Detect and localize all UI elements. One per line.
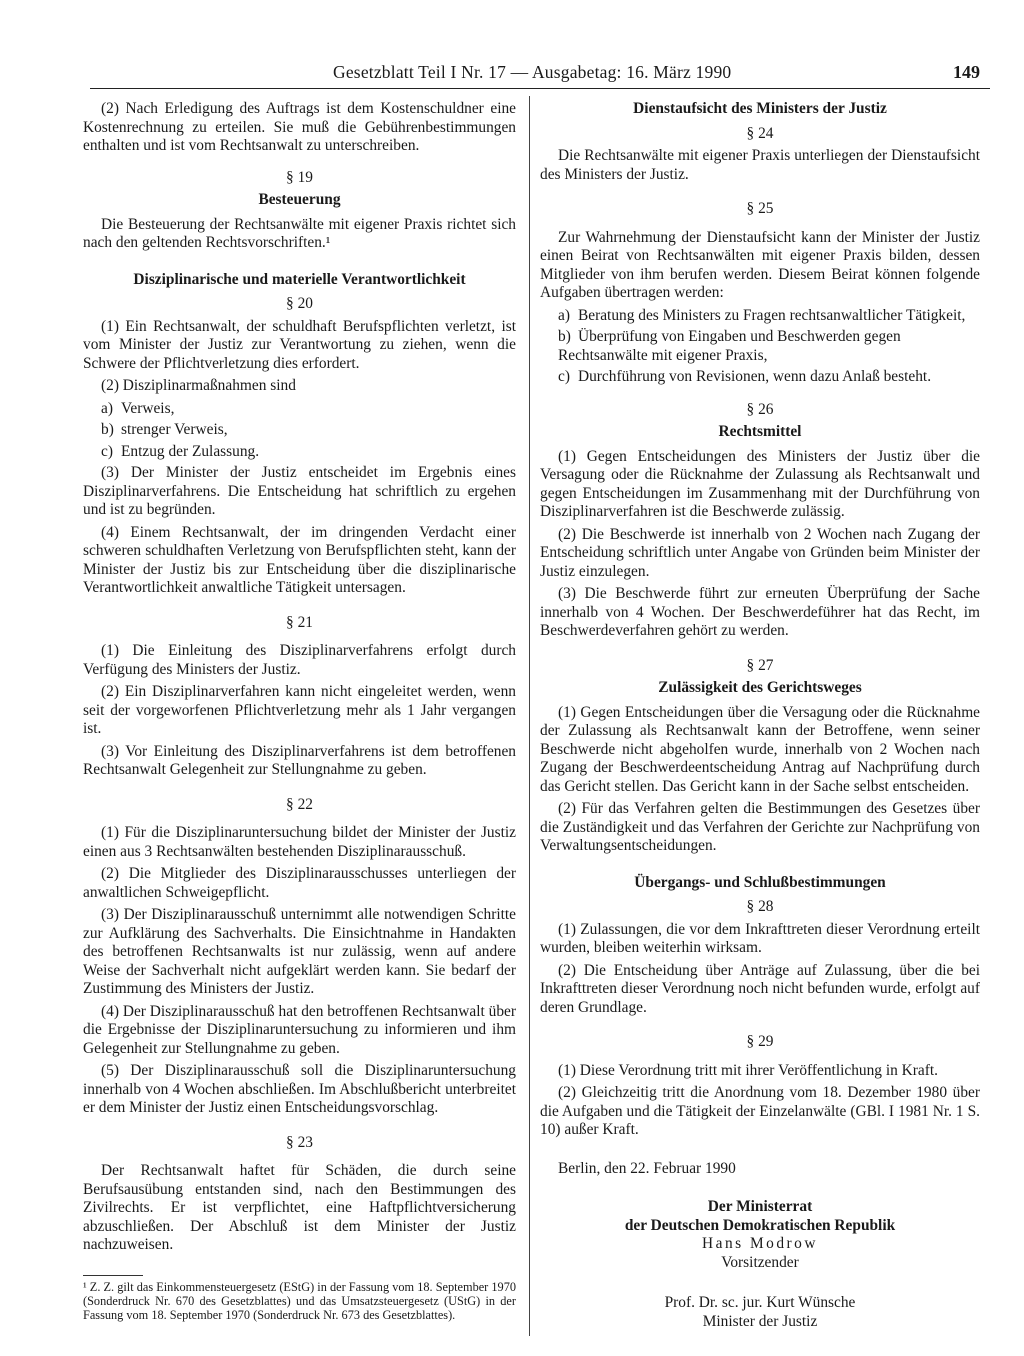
list-item: b) strenger Verweis,	[101, 421, 228, 438]
section-21-paragraph-2: (2) Ein Disziplinarverfahren kann nicht eingeleitet werden, wenn seit der vorgeworfenen Pflichtverletzung mehr als 1 Jahr vergangen ist.	[83, 683, 516, 737]
section-20-paragraph-2: (2) Disziplinarmaßnahmen sind	[101, 377, 296, 394]
section-25-text: Zur Wahrnehmung der Dienstaufsicht kann der Minister der Justiz einen Beirat von Rechtsanwälten mit eigener Praxis bilden, dessen Mitglieder von ihm berufen werden. Diesem Beirat können folgende Aufgaben übertragen werden:	[540, 228, 980, 301]
list-item: a) Verweis,	[101, 399, 175, 417]
list-item: c) Durchführung von Revisionen, wenn dazu Anlaß besteht.	[558, 368, 932, 385]
running-title: Gesetzblatt Teil I Nr. 17 — Ausgabetag: 16. März 1990	[333, 62, 732, 82]
section-23-text: Der Rechtsanwalt haftet für Schäden, die durch seine Berufsausübung entstanden sind, nach den Bestimmungen des Zivilrechts. Er ist verpflichtet, eine Haftpflichtversicherung abzuschließen. Der Abschluß ist dem Minister der Justiz nachzuweisen.	[83, 1162, 516, 1253]
supervision-title: Dienstaufsicht des Ministers der Justiz	[633, 100, 887, 117]
section-28-paragraph-1: (1) Zulassungen, die vor dem Inkrafttreten dieser Verordnung erteilt wurden, bleiben weiterhin wirksam.	[540, 920, 980, 956]
section-29-paragraph-1: (1) Diese Verordnung tritt mit ihrer Veröffentlichung in Kraft.	[558, 1061, 938, 1079]
section-27-paragraph-2: (2) Für das Verfahren gelten die Bestimmungen des Gesetzes über die Zuständigkeit und das Verfahren der Gerichte zur Nachprüfung von Verwaltungsentscheidungen.	[540, 800, 980, 854]
section-19-title: Besteuerung	[258, 191, 341, 208]
section-22-paragraph-2: (2) Die Mitglieder des Disziplinarausschusses unterliegen der anwaltlichen Schweigepflicht.	[83, 865, 516, 901]
section-21-number: § 21	[286, 613, 313, 631]
section-19-number: § 19	[286, 168, 313, 186]
section-25-number: § 25	[746, 200, 774, 217]
section-22-paragraph-5: (5) Der Disziplinarausschuß soll die Disziplinaruntersuchung innerhalb von 4 Wochen abschließen. Im Abschlußbericht unterbreitet er dem Minister der Justiz einen Entscheidungsvorschlag.	[83, 1062, 516, 1116]
section-22-paragraph-1: (1) Für die Disziplinaruntersuchung bildet der Minister der Justiz einen aus 3 Rechtsanwälten bestehenden Disziplinarausschuß.	[83, 824, 516, 860]
place-date: Berlin, den 22. Februar 1990	[558, 1159, 736, 1177]
section-20-paragraph-3: (3) Der Minister der Justiz entscheidet im Ergebnis eines Disziplinarverfahrens. Die Entscheidung hat schriftlich zu ergehen und ist zu begründen.	[83, 464, 516, 518]
section-27-number: § 27	[746, 656, 774, 674]
list-item: b) Überprüfung von Eingaben und Beschwerden gegen Rechtsanwälte mit eigener Praxis,	[558, 328, 901, 364]
section-24-text: Die Rechtsanwälte mit eigener Praxis unterliegen der Dienstaufsicht des Ministers der Justiz.	[540, 147, 980, 183]
signatory-1-role: Vorsitzender	[721, 1253, 799, 1271]
section-22-paragraph-4: (4) Der Disziplinarausschuß hat den betroffenen Rechtsanwalt über die Ergebnisse der Disziplinaruntersuchung zu informieren und ihm Gelegenheit zur Stellungnahme zu geben.	[83, 1002, 516, 1057]
right-column	[540, 100, 980, 1331]
section-27-title: Zulässigkeit des Gerichtsweges	[658, 679, 862, 696]
section-26-paragraph-1: (1) Gegen Entscheidungen des Ministers der Justiz über die Versagung oder die Rücknahme der Zulassung als Rechtsanwalt und gegen Entscheidungen im Zusammenhang mit der Durchführung von Disziplinarverfahren ist die Beschwerde zulässig.	[540, 447, 980, 520]
signatory-2-name: Prof. Dr. sc. jur. Kurt Wünsche	[664, 1294, 856, 1311]
section-26-paragraph-2: (2) Die Beschwerde ist innerhalb von 2 Wochen nach Zugang der Entscheidung schriftlich unter Angabe von Gründen beim Minister der Justiz einzulegen.	[540, 525, 980, 580]
section-20-paragraph-1: (1) Ein Rechtsanwalt, der schuldhaft Berufspflichten verletzt, ist vom Minister der Justiz zur Verantwortung zu ziehen, wenn die Schwere der Pflichtverletzung dies erfordert.	[83, 317, 516, 372]
section-26-number: § 26	[746, 400, 774, 418]
section-21-paragraph-1: (1) Die Einleitung des Disziplinarverfahrens erfolgt durch Verfügung des Ministers der Justiz.	[83, 642, 516, 678]
section-29-paragraph-2: (2) Gleichzeitig tritt die Anordnung vom 18. Dezember 1980 über die Aufgaben und die Tätigkeit der Einzelanwälte (GBl. I 1981 Nr. 1 S. 10) außer Kraft.	[540, 1084, 980, 1138]
section-22-paragraph-3: (3) Der Disziplinarausschuß unternimmt alle notwendigen Schritte zur Aufklärung des Sachverhalts. Die Einsichtnahme in Handakten des betroffenen Rechtsanwalts ist nur zulässig, wenn auf andere Weise der Sachverhalt nicht aufgeklärt werden kann. Sie bedarf der Zustimmung des Ministers der Justiz.	[83, 906, 516, 997]
list-item: a) Beratung des Ministers zu Fragen rechtsanwaltlicher Tätigkeit,	[558, 306, 966, 324]
signatory-2-role: Minister der Justiz	[702, 1312, 818, 1330]
signatory-1-name: Hans Modrow	[702, 1235, 818, 1252]
section-20-paragraph-4: (4) Einem Rechtsanwalt, der im dringenden Verdacht einer schweren schuldhaften Verletzung von Berufspflichten steht, kann der Minister der Justiz bis zur Entscheidung über die disziplinarische Verantwortlichkeit anwaltliche Tätigkeit untersagen.	[83, 523, 516, 596]
section-28-paragraph-2: (2) Die Entscheidung über Anträge auf Zulassung, über die bei Inkrafttreten dieser Verordnung noch nicht befunden wurde, erfolgt auf deren Grundlage.	[540, 961, 980, 1016]
section-26-title: Rechtsmittel	[718, 423, 802, 440]
section-19-text: Die Besteuerung der Rechtsanwälte mit eigener Praxis richtet sich nach den geltenden Rechtsvorschriften.¹	[83, 215, 516, 251]
page-number: 149	[953, 62, 980, 82]
s18-paragraph-2: (2) Nach Erledigung des Auftrags ist dem Kostenschuldner eine Kostenrechnung zu erteilen. Sie muß die Gebührenbestimmungen enthalten und ist vom Rechtsanwalt zu unterschreiben.	[83, 100, 516, 154]
footnote-text: ¹ Z. Z. gilt das Einkommensteuergesetz (EStG) in der Fassung vom 18. September 1970 (Sonderdruck Nr. 670 des Gesetzblattes) und das Umsatzsteuergesetz (UStG) in der Fassung vom 18. September 1970 (Sonderdruck Nr. 673 des Gesetzblattes).	[83, 1279, 516, 1322]
section-28-number: § 28	[746, 898, 774, 915]
section-29-number: § 29	[746, 1033, 774, 1050]
chapter-title-disciplinary: Disziplinarische und materielle Verantwortlichkeit	[133, 270, 466, 288]
section-20-number: § 20	[286, 295, 313, 312]
left-column	[83, 100, 516, 1322]
section-22-number: § 22	[286, 795, 313, 813]
signatory-body-line-2: der Deutschen Demokratischen Republik	[624, 1216, 896, 1234]
signatory-body-line-1: Der Ministerrat	[707, 1198, 813, 1215]
footnote-rule	[83, 1275, 143, 1276]
transition-title: Übergangs- und Schlußbestimmungen	[634, 873, 886, 891]
list-item: c) Entzug der Zulassung.	[101, 442, 260, 460]
section-24-number: § 24	[746, 124, 774, 142]
section-27-paragraph-1: (1) Gegen Entscheidungen über die Versagung oder die Rücknahme der Zulassung als Rechtsanwalt kann der Betroffene, wenn seiner Beschwerde nicht abgeholfen wurde, innerhalb von 2 Wochen nach Zugang der Beschwerdeentscheidung Antrag auf Nachprüfung durch das Gericht stellen. Das Gericht kann in der Sache selbst entscheiden.	[540, 703, 980, 795]
section-23-number: § 23	[286, 1133, 313, 1151]
running-header	[90, 62, 990, 89]
section-21-paragraph-3: (3) Vor Einleitung des Disziplinarverfahrens ist dem betroffenen Rechtsanwalt Gelegenheit zur Stellungnahme zu geben.	[83, 742, 516, 778]
column-divider	[529, 96, 530, 1336]
section-26-paragraph-3: (3) Die Beschwerde führt zur erneuten Überprüfung der Sache innerhalb von 4 Wochen. Der Beschwerdeführer hat das Recht, im Beschwerdeverfahren gehört zu werden.	[540, 585, 980, 639]
